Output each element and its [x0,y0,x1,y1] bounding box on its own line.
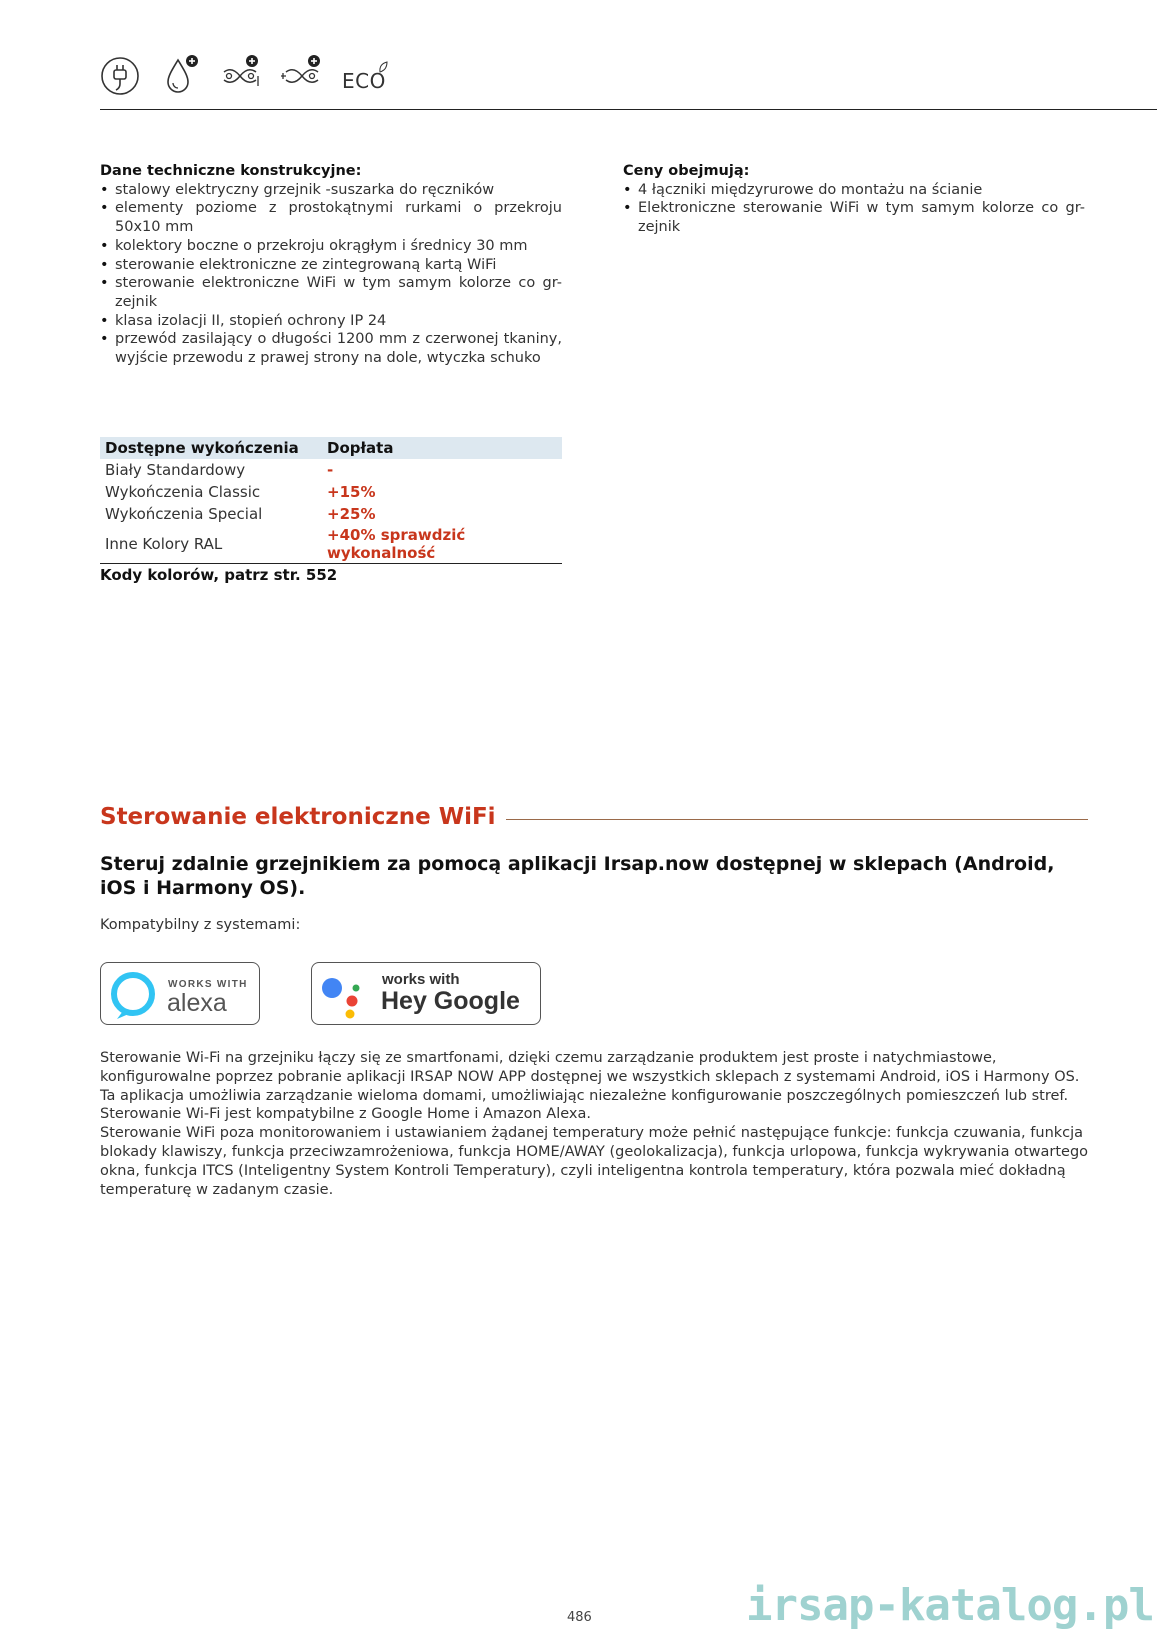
finish-column-header: Dostępne wykończenia [100,437,322,459]
compatibility-label: Kompatybilny z systemami: [100,917,301,933]
list-item: • klasa izolacji II, stopień ochrony IP 24 [100,312,562,331]
prices-include-list [623,181,1085,237]
table-header-row [100,437,562,459]
surcharge-column-header: Dopłata [322,437,562,459]
surcharge-value: +25% [327,505,376,523]
finishes-table [100,437,562,564]
wifi-subtitle: Steruj zdalnie grzejnikiem za pomocą aplikacji Irsap.now dostępnej w sklepach (Android, iOS i Harmony OS). [100,853,1055,899]
electric-wifi-plus-icon [280,52,322,98]
page-number: 486 [567,1610,592,1625]
technical-data-title: Dane techniczne konstrukcyjne: [100,163,362,179]
list-item: • stalowy elektryczny grzejnik -suszarka do ręczników [100,181,562,200]
description-paragraph: Sterowanie Wi-Fi jest kompatybilne z Google Home i Amazon Alexa. [100,1106,591,1123]
prices-include-title: Ceny obejmują: [623,163,750,179]
finish-name: Wykończenia Special [105,505,263,523]
alexa-big-text: alexa [167,989,227,1017]
header-divider [100,109,1157,110]
alexa-logo-icon [101,963,260,1025]
heading-rule [506,819,1088,820]
list-item: • kolektory boczne o przekroju okrągłym i średnicy 30 mm [100,237,562,256]
hey-google-badge [311,962,541,1025]
list-item: • sterowanie elektroniczne ze zintegrowaną kartą WiFi [100,256,562,275]
list-item: • 4 łączniki międzyrurowe do montażu na ścianie [623,181,1085,200]
google-big-text: Hey Google [381,987,520,1015]
watermark: irsap-katalog.pl [746,1580,1154,1631]
finish-name: Biały Standardowy [105,461,246,479]
list-item: • Elektroniczne sterowanie WiFi w tym samym kolorze co gr-zejnik [623,199,1085,236]
color-codes-note: Kody kolorów, patrz str. 552 [100,565,338,584]
description-paragraph: Sterowanie Wi-Fi na grzejniku łączy się ze smartfonami, dzięki czemu zarządzanie produktem jest proste i natychmiastowe, konfigurowalne poprzez pobranie aplikacji IRSAP NOW APP dostępnej we wszystkich sklepach z systemami Android, iOS i Harmony OS. [100,1050,1080,1085]
table-row [100,503,562,525]
wifi-section-title: Sterowanie elektroniczne WiFi [100,804,496,830]
description-paragraph: Ta aplikacja umożliwia zarządzanie wieloma domami, umożliwiając niezależne konfigurowanie poszczególnych pomieszczeń lub stref. [100,1087,1069,1104]
feature-icons [100,52,386,98]
wifi-control-plus-icon [220,52,262,98]
prices-include-section [623,162,1085,237]
google-assistant-logo-icon [312,963,541,1025]
surcharge-value: - [327,461,334,479]
table-row [100,459,562,481]
list-item: • sterowanie elektroniczne WiFi w tym samym kolorze co gr-zejnik [100,274,562,311]
technical-data-section [100,162,562,368]
surcharge-value: +15% [327,483,376,501]
table-row [100,525,562,563]
water-drop-plus-icon [160,52,202,98]
electric-plug-icon [100,52,142,98]
list-item: • elementy poziome z prostokątnymi rurkami o przekroju 50x10 mm [100,199,562,236]
eco-label: ECO [342,69,386,93]
alexa-badge [100,962,260,1025]
alexa-small-text: WORKS WITH [168,979,248,990]
technical-data-list [100,181,562,368]
finish-name: Wykończenia Classic [105,483,261,501]
finish-name: Inne Kolory RAL [100,525,322,563]
finishes-table-section [100,437,562,584]
leaf-icon [378,61,388,73]
description-paragraph: Sterowanie WiFi poza monitorowaniem i ustawianiem żądanej temperatury może pełnić następujące funkcje: funkcja czuwania, funkcja blokady klawiszy, funkcja przeciwzamrożeniowa, funkcja HOME/AWAY (geolokalizacja), funkcja urlopowa, funkcja wykrywania otwartego okna, funkcja ITCS (Inteligentny System Kontroli Temperatury), czyli inteligentna kontrola temperatury, która pozwala mieć dokładną temperaturę w zadanym czasie. [100,1125,1089,1198]
wifi-description [100,1049,1090,1199]
surcharge-value: +40% sprawdzić wykonalność [322,525,562,563]
wifi-section-heading [100,804,1088,830]
google-small-text: works with [382,971,460,988]
table-row [100,481,562,503]
list-item: • przewód zasilający o długości 1200 mm z czerwonej tkaniny, wyjście przewodu z prawej strony na dole, wtyczka schuko [100,330,562,367]
